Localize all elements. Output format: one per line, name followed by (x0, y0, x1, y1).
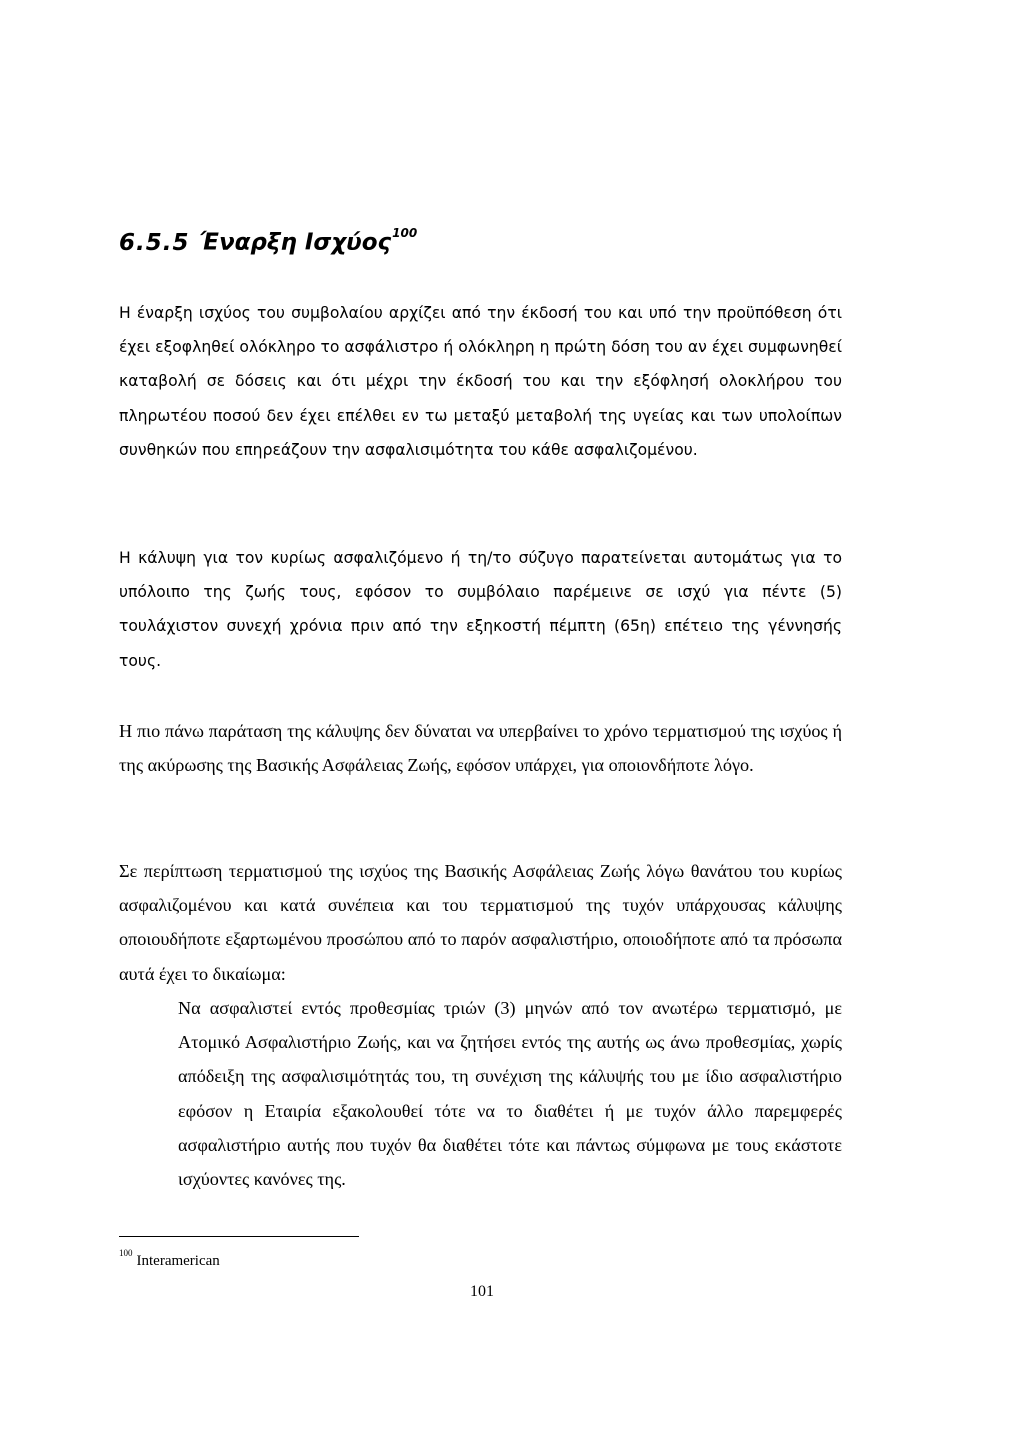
footnote-marker: 100 (119, 1248, 133, 1258)
paragraph-right-indented: Να ασφαλιστεί εντός προθεσμίας τριών (3) μηνών από τον ανωτέρω τερματισμό, με Ατομικό Ασφαλιστήριο Ζωής, και να ζητήσει εντός της αυτής ως άνω προθεσμίας, χωρίς απόδειξη της ασφαλισιμότητάς του, τη συνέχιση της κάλυψής του με ίδιο ασφαλιστήριο εφόσον η Εταιρία εξακολουθεί τότε να το διαθέτει ή με τυχόν άλλο παρεμφερές ασφαλιστήριο αυτής που τυχόν θα διαθέτει τότε και πάντως σύμφωνα με τους εκάστοτε ισχύοντες κανόνες της. (178, 998, 842, 1190)
paragraph-coverage-extension: Η κάλυψη για τον κυρίως ασφαλιζόμενο ή τη/το σύζυγο παρατείνεται αυτομάτως για το υπόλοιπο της ζωής τους, εφόσον το συμβόλαιο παρέμεινε σε ισχύ για πέντε (5) τουλάχιστον συνεχή χρόνια πριν από την εξηκοστή πέμπτη (65η) επέτειο της γέννησής τους. (119, 549, 842, 670)
section-number: 6.5.5 (119, 229, 190, 256)
paragraph-termination: Σε περίπτωση τερματισμού της ισχύος της Βασικής Ασφάλειας Ζωής λόγω θανάτου του κυρίως ασφαλιζομένου και κατά συνέπεια και του τερματισμού της τυχόν υπάρχουσας κάλυψης οποιουδήποτε εξαρτωμένου προσώπου από το παρόν ασφαλιστήριο, οποιοδήποτε από τα πρόσωπα αυτά έχει το δικαίωμα: (119, 861, 842, 984)
section-title: Έναρξη Ισχύος (199, 229, 392, 256)
footnote-reference: 100 (392, 226, 418, 240)
footnote (119, 1246, 220, 1271)
section-heading (119, 222, 417, 258)
page-number: 101 (470, 1283, 494, 1300)
paragraph-commencement: Η έναρξη ισχύος του συμβολαίου αρχίζει από την έκδοσή του και υπό την προϋπόθεση ότι έχει εξοφληθεί ολόκληρο το ασφάλιστρο ή ολόκληρη η πρώτη δόση του αν έχει συμφωνηθεί καταβολή σε δόσεις και ότι μέχρι την έκδοσή του και την εξόφλησή ολοκλήρου του πληρωτέου ποσού δεν έχει επέλθει εν τω μεταξύ μεταβολή της υγείας και των υπολοίπων συνθηκών που επηρεάζουν την ασφαλισιμότητα του κάθε ασφαλιζομένου. (119, 304, 842, 459)
footnote-text: Interamerican (136, 1253, 220, 1269)
paragraph-extension-limit: Η πιο πάνω παράταση της κάλυψης δεν δύναται να υπερβαίνει το χρόνο τερματισμού της ισχύος ή της ακύρωσης της Βασικής Ασφάλειας Ζωής, εφόσον υπάρχει, για οποιονδήποτε λόγο. (119, 721, 842, 776)
footnote-separator (119, 1236, 359, 1237)
